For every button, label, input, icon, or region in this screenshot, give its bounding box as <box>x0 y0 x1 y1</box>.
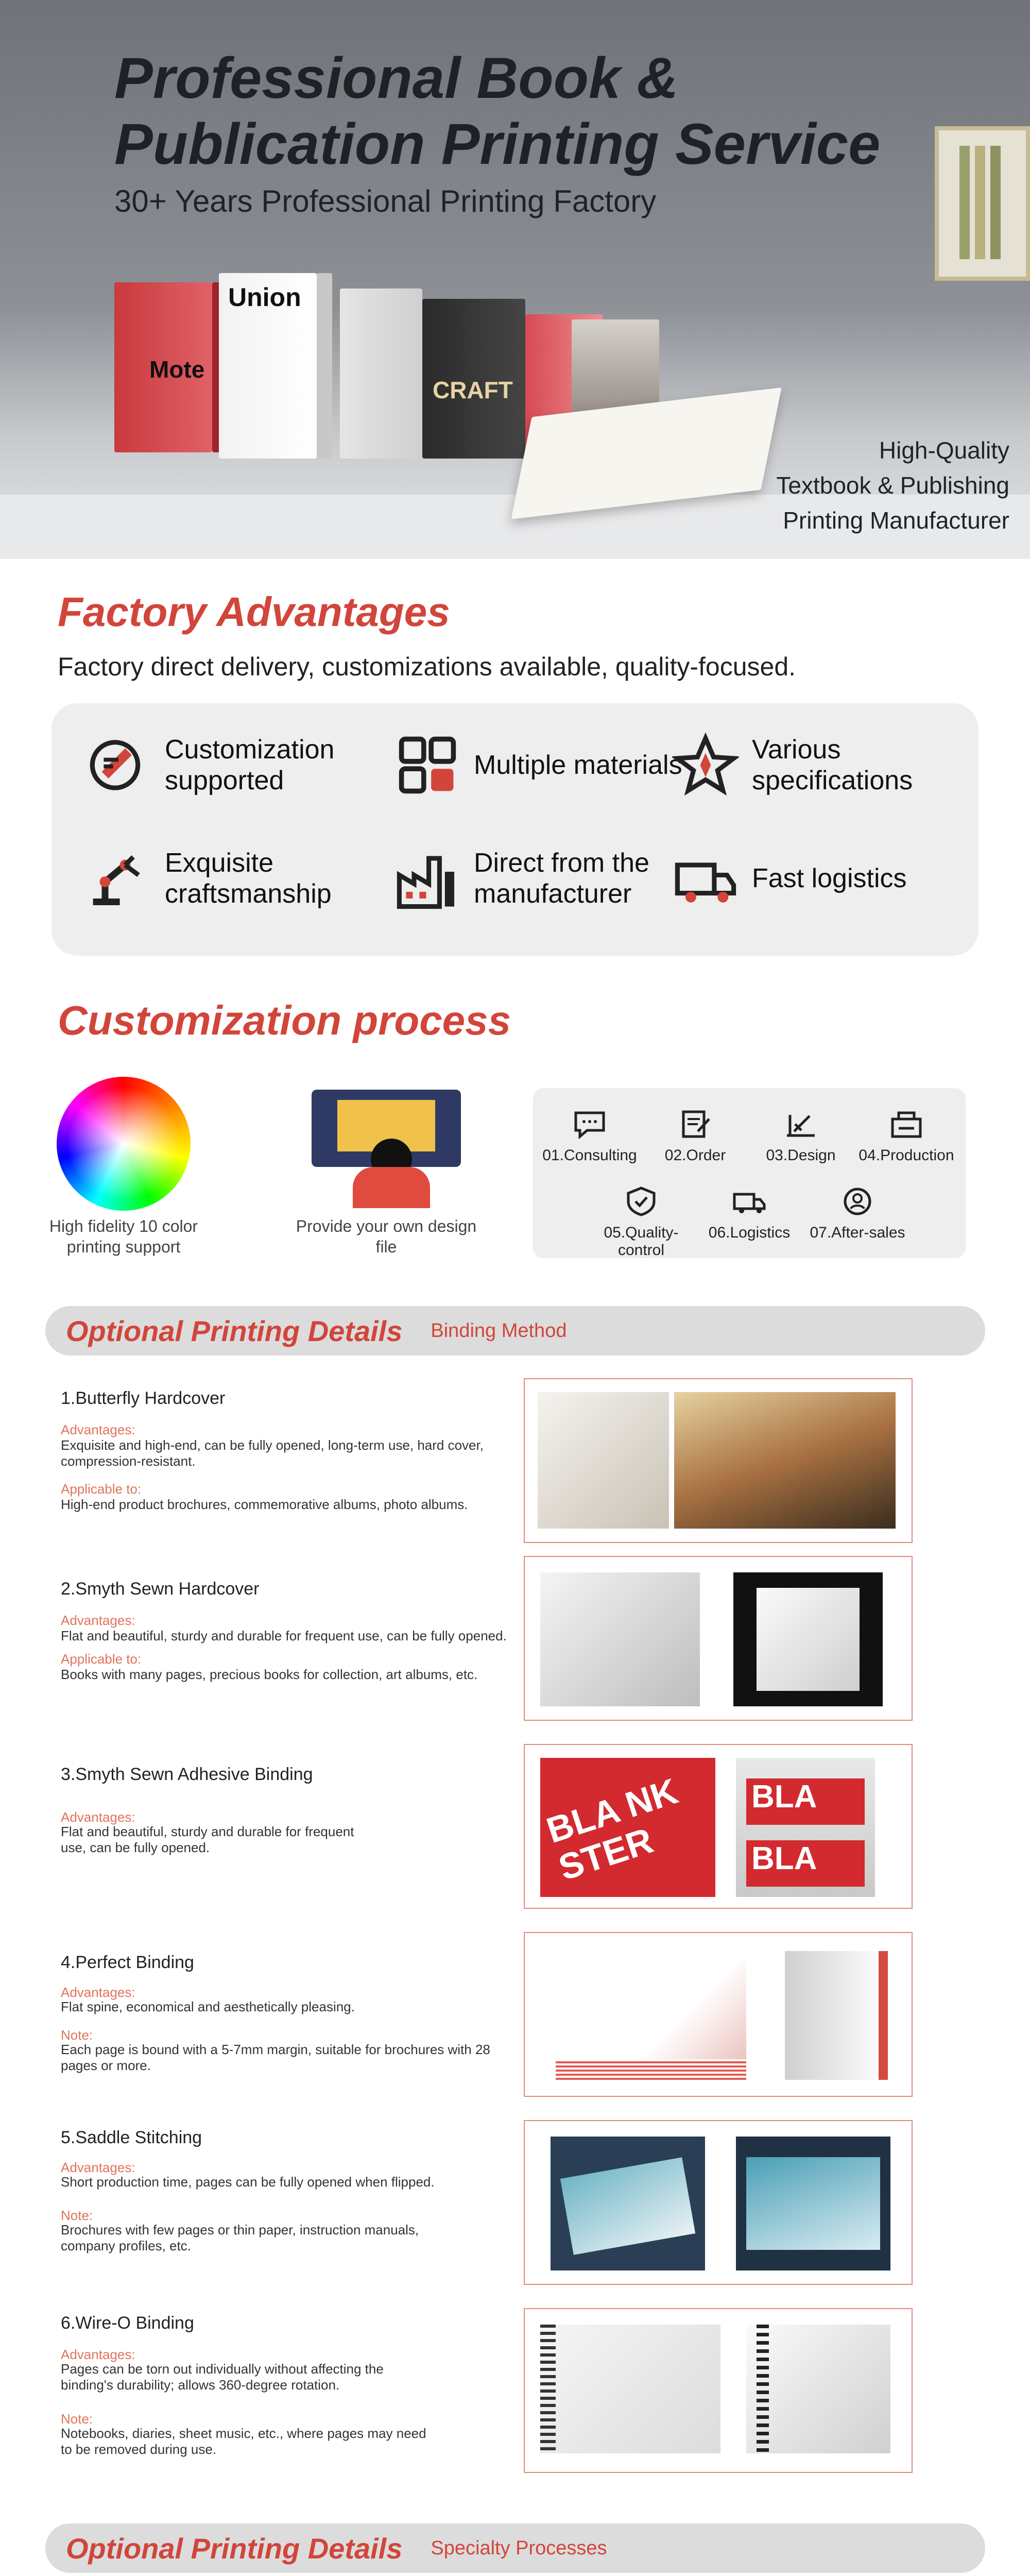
book-text-craft: CRAFT <box>433 377 513 403</box>
step-label: 05.Quality-control <box>604 1224 679 1259</box>
hero-title: Professional Book & Publication Printing Service <box>114 46 881 176</box>
smyth-hardcover-photo-2 <box>733 1572 883 1706</box>
process-caption-design: Provide your own design file <box>296 1217 477 1256</box>
book-text-union: Union <box>228 283 301 312</box>
robot-arm-icon <box>82 842 154 914</box>
binding-2-text-1: Flat and beautiful, sturdy and durable for frequent use, can be fully opened. <box>61 1628 507 1643</box>
advantage-label: Various specifications <box>752 735 913 795</box>
hero-subtitle: 30+ Years Professional Printing Factory <box>114 184 657 218</box>
specialty-bar-title: Optional Printing Details <box>66 2532 403 2565</box>
binding-5-text-1: Short production time, pages can be fully opened when flipped. <box>61 2174 435 2190</box>
order-icon <box>677 1109 713 1140</box>
step-label: 04.Production <box>859 1147 954 1164</box>
book-text-mote: Mote <box>149 356 205 383</box>
step-consulting <box>538 1109 641 1164</box>
binding-5-images <box>524 2120 913 2285</box>
specifications-icon <box>670 729 742 801</box>
customization-icon <box>82 729 154 801</box>
binding-1-label-1: Advantages: <box>61 1422 135 1437</box>
factory-icon <box>391 842 464 914</box>
process-caption-color: High fidelity 10 color printing support <box>49 1217 198 1256</box>
step-label: 01.Consulting <box>542 1147 637 1164</box>
binding-4-images <box>524 1932 913 2097</box>
smyth-hardcover-photo-1 <box>540 1572 700 1706</box>
step-label: 07.After-sales <box>810 1224 905 1241</box>
advantage-direct <box>391 842 690 914</box>
step-after-sales <box>806 1186 909 1242</box>
adhesive-photo-2 <box>736 1758 875 1897</box>
binding-6-title: 6.Wire-O Binding <box>61 2313 194 2333</box>
binding-6-text-2: Notebooks, diaries, sheet music, etc., where pages may need to be removed during use. <box>61 2426 426 2457</box>
binding-6-text-1: Pages can be torn out individually without affecting the binding's durability; allows 360-degree rotation. <box>61 2361 384 2393</box>
chat-icon <box>572 1109 608 1140</box>
advantages-title: Factory Advantages <box>58 589 450 635</box>
advantage-materials <box>391 729 690 801</box>
advantage-label: Fast logistics <box>752 863 907 893</box>
process-steps-panel <box>533 1088 966 1258</box>
grid-icon <box>391 729 464 801</box>
specialty-bar-subtitle: Specialty Processes <box>431 2537 607 2559</box>
shield-check-icon <box>623 1186 659 1217</box>
binding-bar <box>45 1306 985 1355</box>
user-icon <box>839 1186 876 1217</box>
binding-4-label-1: Advantages: <box>61 1985 135 2000</box>
binding-2-images <box>524 1556 913 1721</box>
advantage-label: Customization supported <box>165 735 335 795</box>
hero-tagline-line-3: Printing Manufacturer <box>783 507 1009 534</box>
step-label: 03.Design <box>766 1147 836 1164</box>
step-label: 06.Logistics <box>708 1224 791 1241</box>
book-white-spine <box>317 273 332 459</box>
advantage-label: Multiple materials <box>474 750 682 780</box>
binding-1-title: 1.Butterfly Hardcover <box>61 1388 226 1408</box>
step-label: 02.Order <box>664 1147 726 1164</box>
step-production <box>855 1109 958 1164</box>
binding-1-text-2: High-end product brochures, commemorative albums, photo albums. <box>61 1497 468 1512</box>
bla-text-1: BLA <box>746 1778 865 1825</box>
book-white <box>219 273 317 459</box>
advantage-logistics <box>670 842 968 914</box>
binding-2-label-1: Advantages: <box>61 1613 135 1628</box>
butterfly-photo-1 <box>538 1392 669 1529</box>
binding-4-title: 4.Perfect Binding <box>61 1953 194 1972</box>
hero-banner <box>0 0 1030 559</box>
binding-5-text-2: Brochures with few pages or thin paper, instruction manuals, company profiles, etc. <box>61 2222 419 2253</box>
advantages-description: Factory direct delivery, customizations available, quality-focused. <box>58 652 796 681</box>
book-black <box>422 299 525 459</box>
saddle-photo-1 <box>551 2137 705 2270</box>
hero-tagline-line-1: High-Quality <box>879 437 1009 464</box>
binding-3-label-1: Advantages: <box>61 1809 135 1825</box>
binding-1-text-1: Exquisite and high-end, can be fully opened, long-term use, hard cover, compression-resistant. <box>61 1437 484 1469</box>
binding-5-label-1: Advantages: <box>61 2160 135 2175</box>
perfect-binding-photo-2 <box>785 1951 888 2080</box>
production-icon <box>888 1109 924 1140</box>
binding-3-text-1: Flat and beautiful, sturdy and durable for frequent use, can be fully opened. <box>61 1824 354 1855</box>
advantage-customization <box>82 729 381 801</box>
step-logistics <box>698 1186 801 1242</box>
binding-3-title: 3.Smyth Sewn Adhesive Binding <box>61 1765 313 1784</box>
hero-tagline <box>776 433 1009 538</box>
design-file-image <box>312 1090 461 1208</box>
binding-6-label-1: Advantages: <box>61 2347 135 2362</box>
perfect-binding-photo-1 <box>556 1951 746 2080</box>
binding-bar-title: Optional Printing Details <box>66 1314 403 1347</box>
binding-1-label-2: Applicable to: <box>61 1481 142 1497</box>
advantage-label: Direct from the manufacturer <box>474 848 649 909</box>
advantages-panel <box>52 703 978 956</box>
advantage-label: Exquisite craftsmanship <box>165 848 332 909</box>
wire-o-photo-1 <box>540 2325 720 2453</box>
wire-o-photo-2 <box>746 2325 890 2453</box>
design-icon <box>783 1109 819 1140</box>
binding-4-label-2: Note: <box>61 2027 93 2043</box>
binding-4-text-1: Flat spine, economical and aesthetically pleasing. <box>61 1999 355 2014</box>
blaster-text: BLA NK STER <box>542 1771 683 1888</box>
binding-5-label-2: Note: <box>61 2208 93 2223</box>
binding-4-text-2: Each page is bound with a 5-7mm margin, suitable for brochures with 28 pages or more. <box>61 2042 490 2073</box>
step-quality-control <box>590 1186 693 1259</box>
binding-6-label-2: Note: <box>61 2411 93 2427</box>
book-grey <box>340 289 422 459</box>
step-order <box>644 1109 747 1164</box>
advantage-specifications <box>670 729 968 801</box>
adhesive-photo-1 <box>540 1758 715 1897</box>
bla-text-2: BLA <box>746 1840 865 1887</box>
binding-6-images <box>524 2308 913 2473</box>
saddle-photo-2 <box>736 2137 890 2270</box>
binding-3-images <box>524 1744 913 1909</box>
binding-2-label-2: Applicable to: <box>61 1651 142 1667</box>
binding-5-title: 5.Saddle Stitching <box>61 2128 202 2147</box>
process-title: Customization process <box>58 997 511 1043</box>
step-design <box>749 1109 852 1164</box>
hero-tagline-line-2: Textbook & Publishing <box>776 472 1009 499</box>
truck-icon <box>670 842 742 914</box>
binding-bar-subtitle: Binding Method <box>431 1319 567 1342</box>
advantage-craftsmanship <box>82 842 381 914</box>
binding-2-title: 2.Smyth Sewn Hardcover <box>61 1579 260 1599</box>
butterfly-photo-2 <box>674 1392 896 1529</box>
color-wheel-image <box>57 1077 191 1211</box>
specialty-bar <box>45 2523 985 2573</box>
binding-1-images <box>524 1378 913 1543</box>
truck-icon <box>731 1186 767 1217</box>
binding-2-text-2: Books with many pages, precious books for collection, art albums, etc. <box>61 1667 478 1682</box>
